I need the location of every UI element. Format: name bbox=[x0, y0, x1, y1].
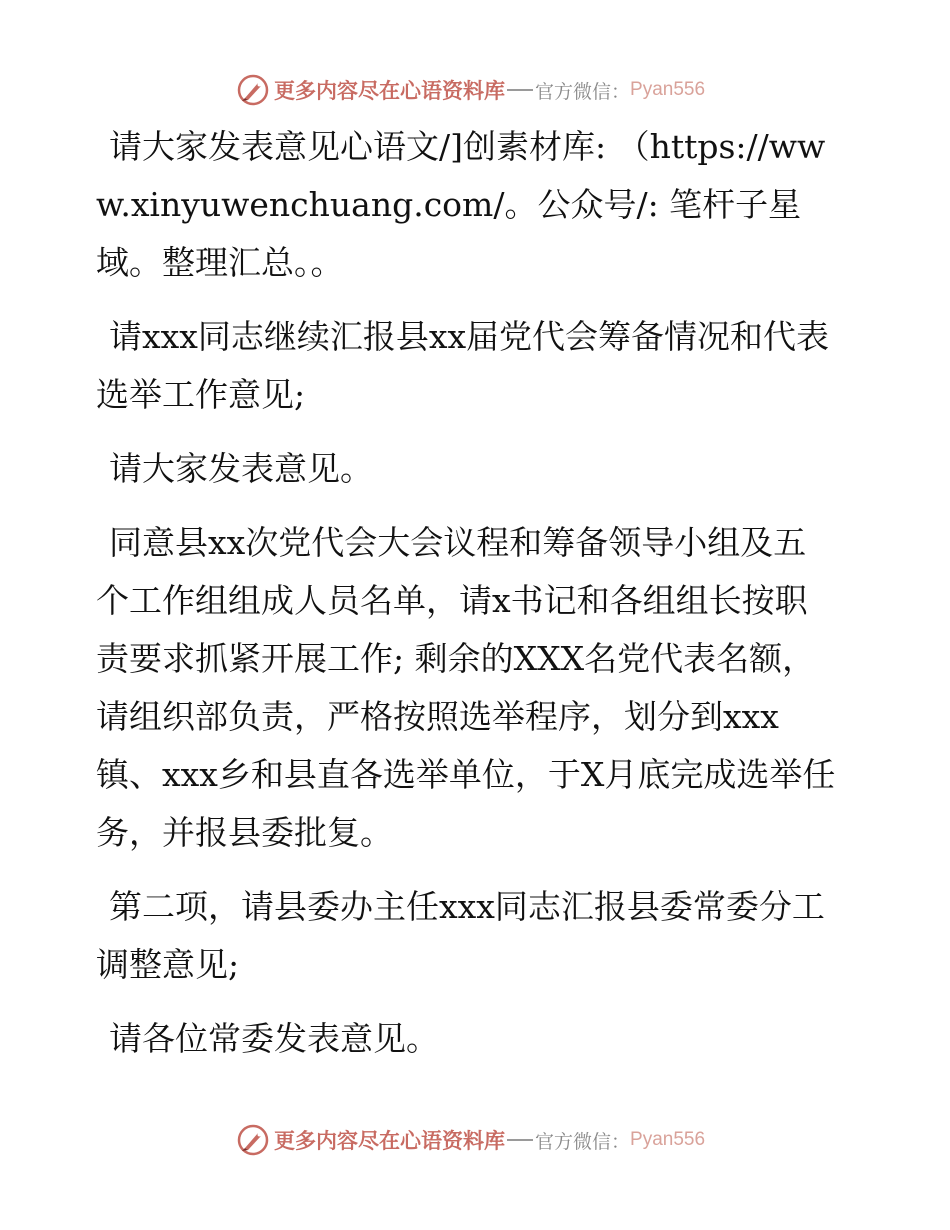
watermark-main-text: 更多内容尽在心语资料库 bbox=[274, 1129, 505, 1153]
footer-watermark bbox=[236, 1122, 705, 1158]
watermark-label: 官方微信： bbox=[535, 1130, 631, 1153]
document-body bbox=[96, 118, 836, 1084]
paragraph: 请各位常委发表意见。 bbox=[109, 1019, 439, 1058]
watermark-separator bbox=[507, 1139, 533, 1141]
header-watermark bbox=[236, 72, 705, 108]
paragraph: 同意县xx次党代会大会议程和筹备领导小组及五个工作组组成人员名单，请x书记和各组组长按职责要求抓紧开展工作; 剩余的XXX名党代表名额，请组织部负责，严格按照选举程序，划分到xxx镇、xxx乡和县直各选举单位，于X月底完成选举任务，并报县委批复。 bbox=[96, 523, 836, 852]
paragraph: 请xxx同志继续汇报县xx届党代会筹备情况和代表选举工作意见; bbox=[96, 317, 830, 414]
watermark-main-text: 更多内容尽在心语资料库 bbox=[274, 79, 505, 103]
watermark-account: Pyan556 bbox=[630, 1129, 706, 1150]
paragraph: 第二项，请县委办主任xxx同志汇报县委常委分工调整意见; bbox=[96, 887, 825, 984]
pen-nib-logo-icon bbox=[236, 1123, 270, 1157]
pen-nib-logo-icon bbox=[236, 73, 270, 107]
paragraph: 请大家发表意见心语文/]创素材库: （https://www.xinyuwenchuang.com/。公众号/: 笔杆子星域。整理汇总。。 bbox=[96, 127, 826, 282]
paragraph: 请大家发表意见。 bbox=[109, 449, 373, 488]
watermark-separator bbox=[507, 89, 533, 91]
watermark-label: 官方微信： bbox=[535, 80, 631, 103]
watermark-account: Pyan556 bbox=[630, 79, 706, 100]
